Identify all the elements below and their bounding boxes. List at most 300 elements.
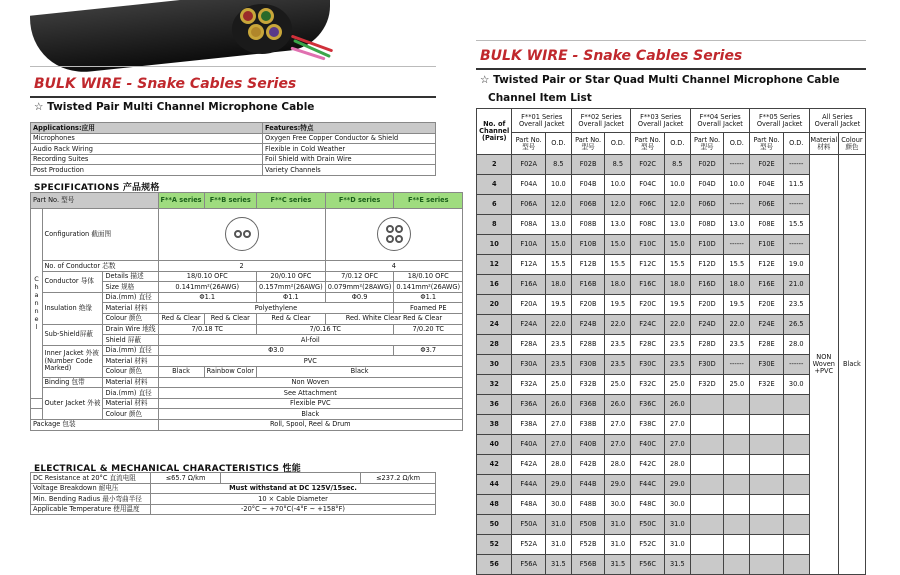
part-number: [750, 395, 783, 415]
part-number: F36C: [631, 395, 664, 415]
channel-count: 28: [477, 335, 512, 355]
channel-count: 56: [477, 555, 512, 575]
inner-dia: Φ3.0: [158, 345, 394, 356]
channel-count: 52: [477, 535, 512, 555]
details-value: 18/0.10 OFC: [394, 271, 463, 282]
size-value: 0.079mm²(28AWG): [325, 282, 394, 293]
details-value: 7/0.12 OFC: [325, 271, 394, 282]
outer-diameter: 8.5: [664, 155, 690, 175]
part-number: F40C: [631, 435, 664, 455]
divider: [30, 96, 436, 98]
table-row: [477, 475, 866, 495]
table-row: [477, 295, 866, 315]
part-number: F28D: [690, 335, 723, 355]
part-number: F04C: [631, 175, 664, 195]
channel-count: 6: [477, 195, 512, 215]
part-number: F36B: [571, 395, 604, 415]
table-row: [477, 395, 866, 415]
outer-diameter: 29.0: [605, 475, 631, 495]
outer-diameter: 12.0: [545, 195, 571, 215]
outer-diameter: [724, 415, 750, 435]
brand-title-right: BULK WIRE - Snake Cables Series: [480, 48, 743, 64]
part-number: F10D: [690, 235, 723, 255]
ins-dia: Φ0.9: [325, 292, 394, 303]
outer-diameter: [783, 395, 809, 415]
outer-diameter: 13.0: [664, 215, 690, 235]
table-row: [477, 555, 866, 575]
outer-diameter: 19.5: [664, 295, 690, 315]
part-number: F40A: [512, 435, 545, 455]
part-number: F48A: [512, 495, 545, 515]
part-number: [690, 535, 723, 555]
outer-diameter: 22.0: [664, 315, 690, 335]
part-number: F16D: [690, 275, 723, 295]
elec-label: DC Resistance at 20°C 直流电阻: [31, 473, 151, 484]
outer-diameter: ------: [724, 155, 750, 175]
outer-diameter: 27.0: [545, 415, 571, 435]
conductor-label: Conductor 导体: [42, 271, 103, 292]
outer-diameter: [724, 495, 750, 515]
outer-diameter: 18.0: [605, 275, 631, 295]
outer-diameter: 27.0: [664, 415, 690, 435]
part-number: F24E: [750, 315, 783, 335]
outer-diameter: 31.5: [545, 555, 571, 575]
outer-diameter: 27.0: [605, 435, 631, 455]
part-number: F38C: [631, 415, 664, 435]
outer-diameter: 8.5: [605, 155, 631, 175]
outer-diameter: 28.0: [783, 335, 809, 355]
group-f05: F**05 Series Overall Jacket: [750, 109, 809, 133]
elec-value: ≤65.7 Ω/km: [151, 473, 221, 484]
conductor-pair-icon: [258, 8, 274, 24]
config-label: Configuration 截面图: [42, 209, 158, 261]
table-row: [477, 255, 866, 275]
outer-diameter: 15.0: [545, 235, 571, 255]
part-number: [750, 455, 783, 475]
applications-label: Applications:应用: [31, 123, 263, 134]
series-c: F**C series: [257, 193, 326, 209]
part-number: F04E: [750, 175, 783, 195]
part-number: F02C: [631, 155, 664, 175]
outer-diameter: 19.0: [783, 255, 809, 275]
group-f03: F**03 Series Overall Jacket: [631, 109, 690, 133]
outer-diameter: 25.0: [545, 375, 571, 395]
table-row: [477, 235, 866, 255]
outer-diameter: 15.5: [724, 255, 750, 275]
part-number: F20D: [690, 295, 723, 315]
outer-diameter: 27.0: [605, 415, 631, 435]
part-number: F24A: [512, 315, 545, 335]
subtitle-left: ☆ Twisted Pair Multi Channel Microphone Cable: [34, 101, 315, 113]
part-number: F30C: [631, 355, 664, 375]
col-partno: Part No. 型号: [512, 133, 545, 155]
drain-value: 7/0.20 TC: [394, 324, 463, 335]
details-value: 18/0.10 OFC: [158, 271, 257, 282]
inner-jacket-label: Inner Jacket 外被 (Number Code Marked): [42, 345, 103, 377]
cross-section-2-icon: [225, 217, 259, 251]
ins-colour: Red. White Clear Red & Clear: [325, 313, 462, 324]
colour-label: Colour 颜色: [103, 409, 158, 420]
part-number: F40B: [571, 435, 604, 455]
ins-dia: Φ1.1: [257, 292, 326, 303]
outer-diameter: 28.0: [545, 455, 571, 475]
no-conductor-label: No. of Conductor 芯数: [42, 261, 158, 272]
feature-item: Foil Shield with Drain Wire: [263, 154, 436, 165]
outer-diameter: 15.5: [783, 215, 809, 235]
part-number: F16E: [750, 275, 783, 295]
outer-diameter: [783, 455, 809, 475]
applications-table: [30, 122, 436, 176]
part-number: F04A: [512, 175, 545, 195]
feature-item: Oxygen Free Copper Conductor & Shield: [263, 133, 436, 144]
outer-diameter: ------: [783, 235, 809, 255]
part-number: [750, 435, 783, 455]
col-partno: Part No. 型号: [690, 133, 723, 155]
elec-label: Voltage Breakdown 耐电压: [31, 483, 151, 494]
outer-diameter: 30.0: [545, 495, 571, 515]
divider: [476, 68, 866, 70]
part-number: F02A: [512, 155, 545, 175]
part-number: F12D: [690, 255, 723, 275]
outer-diameter: [724, 515, 750, 535]
conductor-pair-icon: [266, 24, 282, 40]
part-number: F08A: [512, 215, 545, 235]
part-number: F32B: [571, 375, 604, 395]
inner-colour: Black: [158, 366, 204, 377]
part-number: F12A: [512, 255, 545, 275]
part-number: F08E: [750, 215, 783, 235]
ins-dia: Φ1.1: [394, 292, 463, 303]
col-partno: Part No. 型号: [631, 133, 664, 155]
part-number: F30D: [690, 355, 723, 375]
series-b: F**B series: [204, 193, 256, 209]
part-number: [750, 535, 783, 555]
part-number: [750, 415, 783, 435]
table-row: [477, 155, 866, 175]
part-number: F48C: [631, 495, 664, 515]
part-number: F24B: [571, 315, 604, 335]
colour-label: Colour 颜色: [103, 366, 158, 377]
outer-jacket-label: Outer Jacket 外被: [42, 388, 103, 420]
material-label: Material 材料: [103, 356, 158, 367]
divider: [30, 66, 436, 67]
part-number: F20E: [750, 295, 783, 315]
package-value: Roll, Spool, Reel & Drum: [158, 419, 463, 430]
channel-count: 8: [477, 215, 512, 235]
outer-diameter: ------: [783, 195, 809, 215]
nc-value: 4: [325, 261, 462, 272]
part-number: F08C: [631, 215, 664, 235]
outer-diameter: 31.5: [664, 555, 690, 575]
series-d: F**D series: [325, 193, 394, 209]
all-colour: Black: [838, 155, 865, 575]
col-partno: Part No. 型号: [571, 133, 604, 155]
part-number: F48B: [571, 495, 604, 515]
part-number: F12B: [571, 255, 604, 275]
part-number: F32A: [512, 375, 545, 395]
inner-dia: Φ3.7: [394, 345, 463, 356]
ins-colour: Red & Clear: [204, 313, 256, 324]
part-number: F24C: [631, 315, 664, 335]
part-number: F06A: [512, 195, 545, 215]
table-row: [477, 335, 866, 355]
part-number: F12C: [631, 255, 664, 275]
outer-diameter: 10.0: [605, 175, 631, 195]
outer-diameter: 30.0: [605, 495, 631, 515]
channel-count: 50: [477, 515, 512, 535]
group-f04: F**04 Series Overall Jacket: [690, 109, 749, 133]
app-item: Audio Rack Wiring: [31, 144, 263, 155]
outer-diameter: 30.0: [664, 495, 690, 515]
part-number: [690, 435, 723, 455]
outer-diameter: 15.5: [664, 255, 690, 275]
part-number: F16C: [631, 275, 664, 295]
size-value: 0.157mm²(26AWG): [257, 282, 326, 293]
part-number: F52C: [631, 535, 664, 555]
part-number: F02B: [571, 155, 604, 175]
size-value: 0.141mm²(26AWG): [394, 282, 463, 293]
outer-diameter: 25.0: [664, 375, 690, 395]
ins-material: Polyethylene: [158, 303, 394, 314]
part-number: F10A: [512, 235, 545, 255]
col-od: O.D.: [664, 133, 690, 155]
outer-diameter: [724, 555, 750, 575]
outer-diameter: [724, 455, 750, 475]
part-number: F32D: [690, 375, 723, 395]
table-row: [477, 535, 866, 555]
spec-table: [30, 192, 463, 431]
part-number: F10B: [571, 235, 604, 255]
outer-diameter: [783, 415, 809, 435]
part-number: [690, 555, 723, 575]
outer-diameter: [783, 495, 809, 515]
dia-label: Dia.(mm) 直径: [103, 388, 158, 399]
outer-diameter: 19.5: [605, 295, 631, 315]
part-number: [690, 475, 723, 495]
part-number: F50B: [571, 515, 604, 535]
outer-diameter: 23.5: [605, 335, 631, 355]
channel-count: 48: [477, 495, 512, 515]
outer-diameter: 10.0: [664, 175, 690, 195]
channel-count: 12: [477, 255, 512, 275]
config-2core: [158, 209, 325, 261]
elec-value: -20°C ~ +70°C(-4°F ~ +158°F): [151, 504, 436, 515]
part-number: F44A: [512, 475, 545, 495]
outer-diameter: 30.0: [783, 375, 809, 395]
part-number: F32E: [750, 375, 783, 395]
outer-diameter: 22.0: [605, 315, 631, 335]
series-a: F**A series: [158, 193, 204, 209]
part-number: F10C: [631, 235, 664, 255]
elec-value: Must withstand at DC 125V/15sec.: [151, 483, 436, 494]
outer-diameter: 13.0: [724, 215, 750, 235]
outer-diameter: ------: [724, 355, 750, 375]
outer-diameter: 25.0: [605, 375, 631, 395]
material-label: Material 材料: [103, 398, 158, 409]
outer-diameter: 26.5: [783, 315, 809, 335]
part-number: F42A: [512, 455, 545, 475]
nc-value: 2: [158, 261, 325, 272]
spec-title: SPECIFICATIONS 产品规格: [34, 183, 160, 193]
list-title: Channel Item List: [488, 92, 592, 104]
ins-dia: Φ1.1: [158, 292, 257, 303]
part-number: F16B: [571, 275, 604, 295]
outer-diameter: 22.0: [724, 315, 750, 335]
outer-diameter: 23.5: [783, 295, 809, 315]
app-item: Post Production: [31, 165, 263, 176]
cross-section-4-icon: [377, 217, 411, 251]
part-number: [690, 455, 723, 475]
outer-diameter: 13.0: [605, 215, 631, 235]
outer-diameter: 18.0: [545, 275, 571, 295]
part-number: F52A: [512, 535, 545, 555]
part-number: F10E: [750, 235, 783, 255]
channel-count: 40: [477, 435, 512, 455]
part-number: F56A: [512, 555, 545, 575]
part-number: [690, 395, 723, 415]
part-number: F02D: [690, 155, 723, 175]
shield-value: Al-foil: [158, 335, 463, 346]
outer-diameter: [783, 555, 809, 575]
part-number: [750, 475, 783, 495]
outer-diameter: 15.0: [664, 235, 690, 255]
outer-diameter: 29.0: [664, 475, 690, 495]
part-number: F20A: [512, 295, 545, 315]
col-od: O.D.: [605, 133, 631, 155]
config-4core: [325, 209, 462, 261]
table-row: [477, 455, 866, 475]
part-number: F56C: [631, 555, 664, 575]
outer-diameter: 11.5: [783, 175, 809, 195]
binding-label: Binding 包带: [42, 377, 103, 388]
table-row: [477, 275, 866, 295]
outer-diameter: [783, 535, 809, 555]
outer-diameter: 23.5: [545, 355, 571, 375]
col-channel: No. of Channel (Pairs): [477, 109, 512, 155]
outer-diameter: 19.5: [724, 295, 750, 315]
col-colour: Colour 颜色: [838, 133, 865, 155]
outer-diameter: 22.0: [545, 315, 571, 335]
channel-count: 4: [477, 175, 512, 195]
elec-value: 10 × Cable Diameter: [151, 494, 436, 505]
outer-diameter: 23.5: [724, 335, 750, 355]
outer-diameter: 10.0: [545, 175, 571, 195]
ins-colour: Red & Clear: [158, 313, 204, 324]
outer-diameter: 26.0: [664, 395, 690, 415]
table-row: [477, 175, 866, 195]
outer-diameter: 27.0: [545, 435, 571, 455]
package-label: Package 包装: [31, 419, 159, 430]
app-item: Microphones: [31, 133, 263, 144]
part-number: F30E: [750, 355, 783, 375]
channel-count: 32: [477, 375, 512, 395]
table-row: [477, 435, 866, 455]
outer-diameter: 28.0: [664, 455, 690, 475]
binding-value: Non Woven: [158, 377, 463, 388]
part-number: F20C: [631, 295, 664, 315]
part-number: F04D: [690, 175, 723, 195]
outer-diameter: 26.0: [605, 395, 631, 415]
part-number: F44C: [631, 475, 664, 495]
subtitle-right: ☆ Twisted Pair or Star Quad Multi Channel Microphone Cable: [480, 74, 840, 86]
size-label: Size 规格: [103, 282, 158, 293]
conductor-pair-icon: [240, 8, 256, 24]
sub-shield-label: Sub-Shield屏蔽: [42, 324, 103, 345]
size-value: 0.141mm²(26AWG): [158, 282, 257, 293]
part-no-label: Part No. 型号: [31, 193, 159, 209]
outer-diameter: 13.0: [545, 215, 571, 235]
details-label: Details 描述: [103, 271, 158, 282]
part-number: F28C: [631, 335, 664, 355]
part-number: F28A: [512, 335, 545, 355]
outer-diameter: [724, 535, 750, 555]
outer-diameter: 12.0: [605, 195, 631, 215]
outer-diameter: 28.0: [605, 455, 631, 475]
outer-diameter: 8.5: [545, 155, 571, 175]
table-row: [477, 375, 866, 395]
part-number: [690, 515, 723, 535]
channel-count: 16: [477, 275, 512, 295]
col-partno: Part No. 型号: [750, 133, 783, 155]
part-number: F06D: [690, 195, 723, 215]
outer-diameter: [724, 395, 750, 415]
outer-diameter: ------: [724, 195, 750, 215]
part-number: [690, 415, 723, 435]
elec-table: [30, 472, 436, 515]
ins-material: Foamed PE: [394, 303, 463, 314]
channel-count: 2: [477, 155, 512, 175]
inner-material: PVC: [158, 356, 463, 367]
outer-diameter: 15.5: [545, 255, 571, 275]
part-number: F28E: [750, 335, 783, 355]
brand-title-left: BULK WIRE - Snake Cables Series: [34, 76, 297, 92]
all-material: NON Woven +PVC: [809, 155, 838, 575]
channel-count: 30: [477, 355, 512, 375]
part-number: [750, 495, 783, 515]
material-label: Material 材料: [103, 377, 158, 388]
channel-count: 36: [477, 395, 512, 415]
outer-diameter: 23.5: [605, 355, 631, 375]
channel-item-table: [476, 108, 866, 575]
part-number: F04B: [571, 175, 604, 195]
outer-diameter: [783, 475, 809, 495]
table-row: [477, 195, 866, 215]
part-number: [690, 495, 723, 515]
outer-diameter: [724, 435, 750, 455]
table-row: [477, 315, 866, 335]
outer-diameter: 19.5: [545, 295, 571, 315]
channel-count: 20: [477, 295, 512, 315]
outer-diameter: 31.0: [605, 515, 631, 535]
outer-diameter: 18.0: [664, 275, 690, 295]
part-number: [750, 515, 783, 535]
outer-diameter: [783, 515, 809, 535]
dia-label: Dia.(mm) 直径: [103, 345, 158, 356]
col-od: O.D.: [545, 133, 571, 155]
table-row: [477, 415, 866, 435]
col-od: O.D.: [783, 133, 809, 155]
outer-colour: Black: [158, 409, 463, 420]
part-number: F30B: [571, 355, 604, 375]
drain-value: 7/0.18 TC: [158, 324, 257, 335]
part-number: F38B: [571, 415, 604, 435]
ins-colour: Red & Clear: [257, 313, 326, 324]
details-value: 20/0.10 OFC: [257, 271, 326, 282]
outer-diameter: ------: [783, 355, 809, 375]
conductor-pair-icon: [248, 24, 264, 40]
elec-label: Min. Bending Radius 最小弯曲半径: [31, 494, 151, 505]
channel-count: 42: [477, 455, 512, 475]
